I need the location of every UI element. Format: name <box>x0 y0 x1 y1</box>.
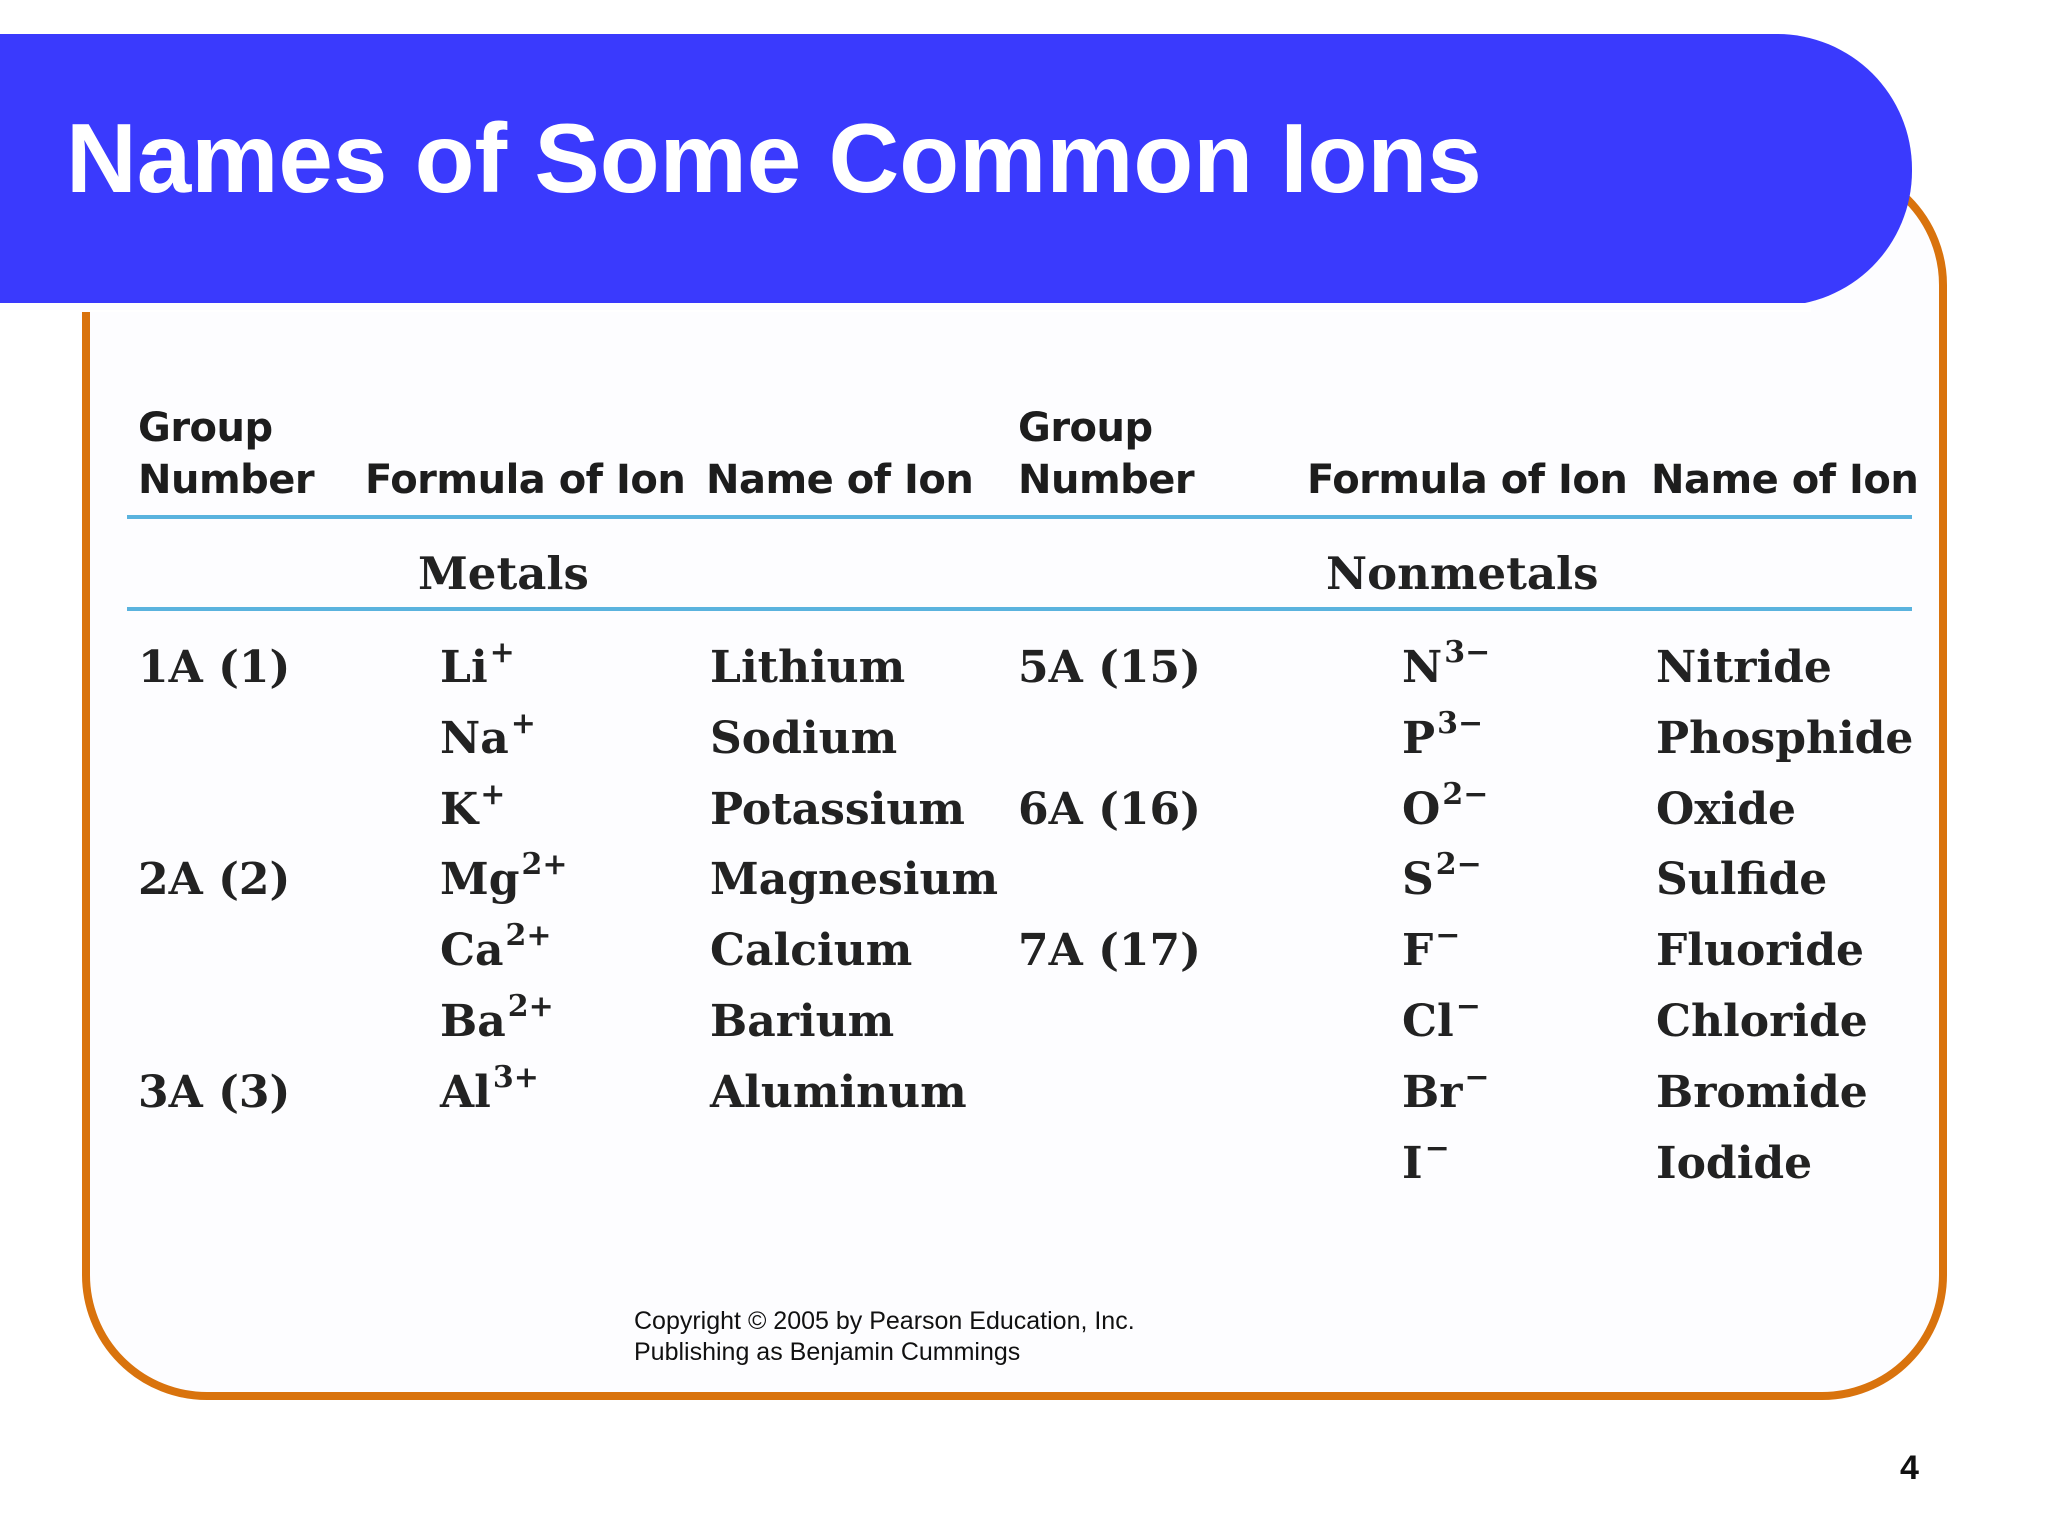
metal-name-cell: Magnesium <box>710 854 998 906</box>
section-label-nonmetals: Nonmetals <box>1326 547 1599 600</box>
metal-name-cell: Potassium <box>710 783 965 835</box>
ion-symbol: P <box>1402 712 1436 764</box>
ion-symbol: Mg <box>440 854 520 906</box>
ion-symbol: N <box>1402 642 1443 693</box>
section-label-metals: Metals <box>418 547 589 600</box>
ion-symbol: F <box>1402 925 1434 977</box>
ion-symbol: Cl <box>1402 996 1454 1047</box>
ion-charge: − <box>1464 1059 1490 1095</box>
ion-symbol: Na <box>440 712 509 764</box>
nonmetal-name-cell: Chloride <box>1656 996 1868 1047</box>
nonmetal-name-cell: Sulfide <box>1656 854 1828 906</box>
slide-frame <box>82 160 1947 1400</box>
header-group-line2: Number <box>1018 457 1195 503</box>
ion-charge: 2+ <box>505 918 552 954</box>
nonmetal-group-cell: 6A (16) <box>1018 783 1201 835</box>
nonmetal-group-cell: 7A (17) <box>1018 925 1201 977</box>
ion-charge: 2− <box>1442 776 1489 812</box>
ion-symbol: Br <box>1402 1066 1463 1118</box>
metal-group-cell: 3A (3) <box>138 1066 291 1118</box>
metal-group-cell: 1A (1) <box>138 642 291 693</box>
nonmetal-name-cell: Fluoride <box>1656 925 1864 977</box>
metal-name-cell: Lithium <box>710 642 906 693</box>
ion-symbol: S <box>1402 854 1434 906</box>
ion-charge: + <box>480 776 506 812</box>
ion-charge: − <box>1424 1130 1450 1166</box>
metal-group-cell: 2A (2) <box>138 854 291 906</box>
copyright-notice <box>634 1306 1135 1368</box>
ion-charge: 2− <box>1435 847 1482 883</box>
ion-charge: − <box>1435 918 1461 954</box>
header-group-line1: Group <box>138 405 273 451</box>
page-number: 4 <box>1900 1449 1919 1487</box>
nonmetal-group-cell: 5A (15) <box>1018 642 1201 693</box>
ion-symbol: O <box>1402 783 1441 835</box>
publisher-line: Publishing as Benjamin Cummings <box>634 1338 1021 1366</box>
ion-charge: + <box>510 705 536 741</box>
ion-symbol: Ca <box>440 925 504 977</box>
nonmetal-name-cell: Oxide <box>1656 783 1797 835</box>
nonmetal-name-cell: Bromide <box>1656 1066 1868 1118</box>
nonmetal-name-cell: Iodide <box>1656 1137 1813 1189</box>
metal-name-cell: Sodium <box>710 712 898 764</box>
header-group-line2: Number <box>138 457 315 503</box>
nonmetal-name-cell: Phosphide <box>1656 712 1914 764</box>
ion-charge: − <box>1455 989 1481 1024</box>
metal-name-cell: Aluminum <box>710 1066 967 1118</box>
ion-charge: 3− <box>1444 635 1491 670</box>
ion-symbol: K <box>440 783 479 835</box>
ion-symbol: Li <box>440 642 488 693</box>
nonmetal-name-cell: Nitride <box>1656 642 1832 693</box>
ion-symbol: Al <box>440 1066 491 1118</box>
metal-name-cell: Barium <box>710 996 895 1047</box>
header-group-line1: Group <box>1018 405 1153 451</box>
ion-charge: + <box>489 635 515 670</box>
banner-rule <box>0 303 1811 312</box>
header-name-right: Name of Ion <box>1651 457 1919 503</box>
header-formula-left: Formula of Ion <box>365 457 686 503</box>
ion-charge: 3+ <box>492 1059 539 1095</box>
ion-symbol: Ba <box>440 996 506 1047</box>
slide-title: Names of Some Common Ions <box>66 103 1482 213</box>
header-formula-right: Formula of Ion <box>1307 457 1628 503</box>
ion-charge: 3− <box>1437 705 1484 741</box>
ion-charge: 2+ <box>521 847 568 883</box>
copyright-line: Copyright © 2005 by Pearson Education, Inc. <box>634 1307 1135 1335</box>
ion-symbol: I <box>1402 1137 1423 1189</box>
metal-name-cell: Calcium <box>710 925 913 977</box>
ion-charge: 2+ <box>507 989 554 1024</box>
header-name-left: Name of Ion <box>706 457 974 503</box>
